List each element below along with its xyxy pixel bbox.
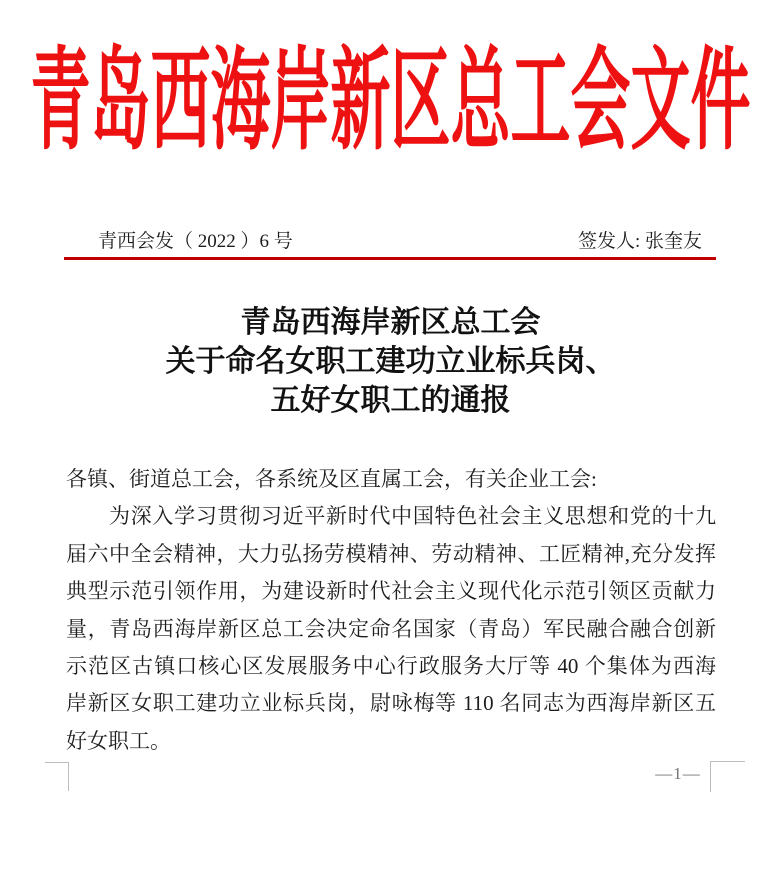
issuer-name: 签发人: 张奎友 [577, 231, 702, 252]
red-separator-line [64, 257, 716, 260]
body-text-line: 届六中全会精神，大力弘扬劳模精神、劳动精神、工匠精神,充分发挥 [66, 541, 716, 566]
document-body [66, 461, 716, 760]
masthead-org-title: 青岛西海岸新区总工会文件 [30, 40, 751, 163]
body-text-line: 岸新区女职工建功立业标兵岗，尉咏梅等 110 名同志为西海岸新区五 [66, 691, 716, 716]
body-text-line: 示范区古镇口核心区发展服务中心行政服务大厅等 40 个集体为西海 [66, 653, 716, 678]
document-title-line-2: 关于命名女职工建功立业标兵岗、 [165, 345, 616, 378]
body-text-line: 好女职工。 [66, 728, 171, 753]
page-number: —1— [655, 764, 701, 783]
document-masthead [0, 40, 781, 163]
document-title [0, 303, 781, 420]
body-text-line: 量，青岛西海岸新区总工会决定命名国家（青岛）军民融合融合创新 [66, 616, 716, 641]
body-text-line: 为深入学习贯彻习近平新时代中国特色社会主义思想和党的十九 [109, 504, 716, 529]
text-boundary-mark-left [45, 762, 69, 791]
body-text-line: 典型示范引领作用，为建设新时代社会主义现代化示范引领区贡献力 [66, 579, 716, 604]
text-boundary-mark-right [710, 761, 745, 792]
salutation-line: 各镇、街道总工会，各系统及区直属工会，有关企业工会: [66, 467, 597, 491]
document-meta-row [66, 228, 716, 256]
document-title-line-1: 青岛西海岸新区总工会 [240, 306, 541, 339]
document-title-line-3: 五好女职工的通报 [270, 384, 511, 417]
document-number: 青西会发（ 2022 ）6 号 [98, 231, 293, 252]
